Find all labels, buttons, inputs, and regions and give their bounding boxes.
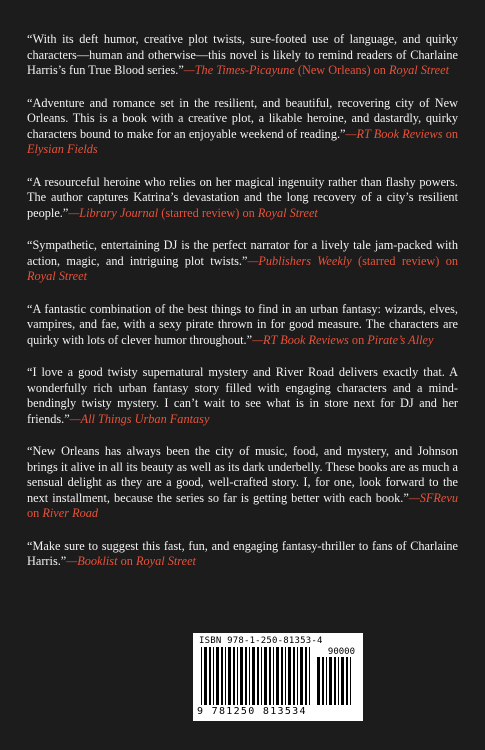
blurb-text: delivers exactly that. A wonderfully rich urban fantasy story filled with engaging characters and a mind-bendingly twisty mystery. I can’t wait to see what is in store next for DJ and her friends.” [27, 365, 458, 426]
barcode-bar [326, 657, 327, 705]
barcode-bar [288, 647, 291, 705]
barcode-bar [249, 647, 250, 705]
blurb-source: Elysian Fields [27, 142, 98, 156]
blurb-source: —RT Book Reviews [345, 126, 443, 141]
barcode-bar [245, 647, 247, 705]
barcode-bar [317, 657, 320, 705]
blurb-source-qualifier: on [442, 126, 458, 141]
blurb-source-qualifier: on [348, 332, 368, 347]
barcode-bar [300, 647, 303, 705]
isbn-label: ISBN 978-1-250-81353-4 [199, 636, 323, 646]
blurb-source: —The Times-Picayune [183, 63, 295, 77]
barcode-bar [233, 647, 235, 705]
barcode-bar [281, 647, 283, 705]
barcode-bar [341, 657, 344, 705]
blurb-text: “A resourceful heroine who relies on her magical ingenuity rather than flashy powers. The author captures Katrina’s devastation and the long recovery of a city’s resilient people.” [27, 174, 458, 220]
blurb-text: “A fantastic combination of the best things to find in an urban fantasy: wizards, elves, vampires, and fae, with a sexy pirate thrown in for good measure. The characters are quirky with lots of clever humor throughout.” [27, 301, 458, 347]
barcode-bar [346, 657, 348, 705]
blurb-source: Royal Street [389, 63, 450, 77]
barcode-bar [334, 657, 336, 705]
barcode-bar [329, 657, 332, 705]
blurb-text: “I love a good twisty supernatural mystery and [27, 365, 276, 379]
isbn-barcode [193, 633, 363, 721]
blurb-source: —Library Journal [68, 205, 159, 220]
barcode-bar [322, 657, 324, 705]
blurb-quote [27, 96, 458, 158]
barcode-bar [261, 647, 262, 705]
barcode-bar [305, 647, 307, 705]
blurb-quote [27, 175, 458, 222]
barcode-bar [309, 647, 310, 705]
blurb-source: —SFRevu [408, 490, 458, 505]
price-code: 90000 [327, 647, 355, 657]
barcode-bar [204, 647, 207, 705]
addon-bars [317, 657, 355, 705]
barcode-bar [240, 647, 243, 705]
blurb-source-qualifier: on [27, 506, 43, 520]
barcode-bar [269, 647, 271, 705]
blurb-text: River Road [275, 365, 334, 379]
barcode-bar [221, 647, 223, 705]
blurb-quote [27, 302, 458, 349]
blurb-source-qualifier: on [117, 554, 136, 568]
blurb-source: River Road [42, 506, 99, 520]
blurb-source-qualifier: (starred review) on [158, 205, 258, 220]
blurb-source-qualifier: (starred review) on [351, 253, 458, 268]
barcode-bar [350, 657, 351, 705]
barcode-bar [213, 647, 214, 705]
blurb-source: —Booklist [66, 554, 118, 568]
barcode-bar [285, 647, 286, 705]
barcode-bar [228, 647, 231, 705]
barcode-bar [252, 647, 255, 705]
barcode-bar [209, 647, 211, 705]
blurb-source: Royal Street [135, 554, 196, 568]
ean-bars [201, 647, 313, 707]
barcode-bar [338, 657, 339, 705]
blurb-source: —RT Book Reviews [252, 332, 349, 347]
barcode-bar [201, 647, 202, 705]
blurb-source: Royal Street [257, 205, 318, 220]
ean-digits: 9 781250 813534 [197, 706, 307, 717]
blurb-quote [27, 444, 458, 522]
blurb-source: —Publishers Weekly [247, 253, 352, 268]
blurb-text: “Make sure to suggest this fast, fun, and engaging fantasy-thriller to fans of Charlaine Harris.” [27, 538, 458, 568]
blurb-source: Royal Street [27, 269, 87, 283]
barcode-bar [237, 647, 238, 705]
barcode-bar [257, 647, 259, 705]
barcode-bar [297, 647, 298, 705]
barcode-bar [273, 647, 274, 705]
blurb-text: “Adventure and romance set in the resilient, and beautiful, recovering city of New Orleans. This is a book with a creative plot, a likable heroine, and dastardly, quirky characters bound to make for an enjoyable weekend of reading.” [27, 95, 458, 141]
barcode-bar [276, 647, 279, 705]
barcode-bar [293, 647, 295, 705]
blurb-quote [27, 365, 458, 427]
blurb-text: “New Orleans has always been the city of music, food, and mystery, and Johnson brings it alive in all its beauty as well as its dark underbelly. These books are as much a sensual delight as they are a good, well-crafted story. I, for one, look forward to the next installment, because the series so far is getting better with each book.” [27, 444, 458, 505]
blurb-quote [27, 32, 458, 79]
barcode-bar [264, 647, 267, 705]
blurb-quote [27, 238, 458, 285]
blurb-text: “With its deft humor, creative plot twists, sure-footed use of language, and quirky characters—human and otherwise—this novel is likely to remind readers of Charlaine Harris’s fun True Blood series.” [27, 32, 458, 77]
barcode-bar [225, 647, 226, 705]
blurb-source: Pirate’s Alley [367, 332, 434, 347]
blurb-text: “Sympathetic, entertaining DJ is the perfect narrator for a lively tale jam-packed with action, magic, and intriguing plot twists.” [27, 238, 458, 268]
blurb-source: —All Things Urban Fantasy [69, 411, 210, 426]
barcode-bar [216, 647, 219, 705]
blurb-quote [27, 539, 458, 570]
blurb-list [27, 32, 458, 587]
blurb-source-qualifier: (New Orleans) on [294, 63, 390, 77]
